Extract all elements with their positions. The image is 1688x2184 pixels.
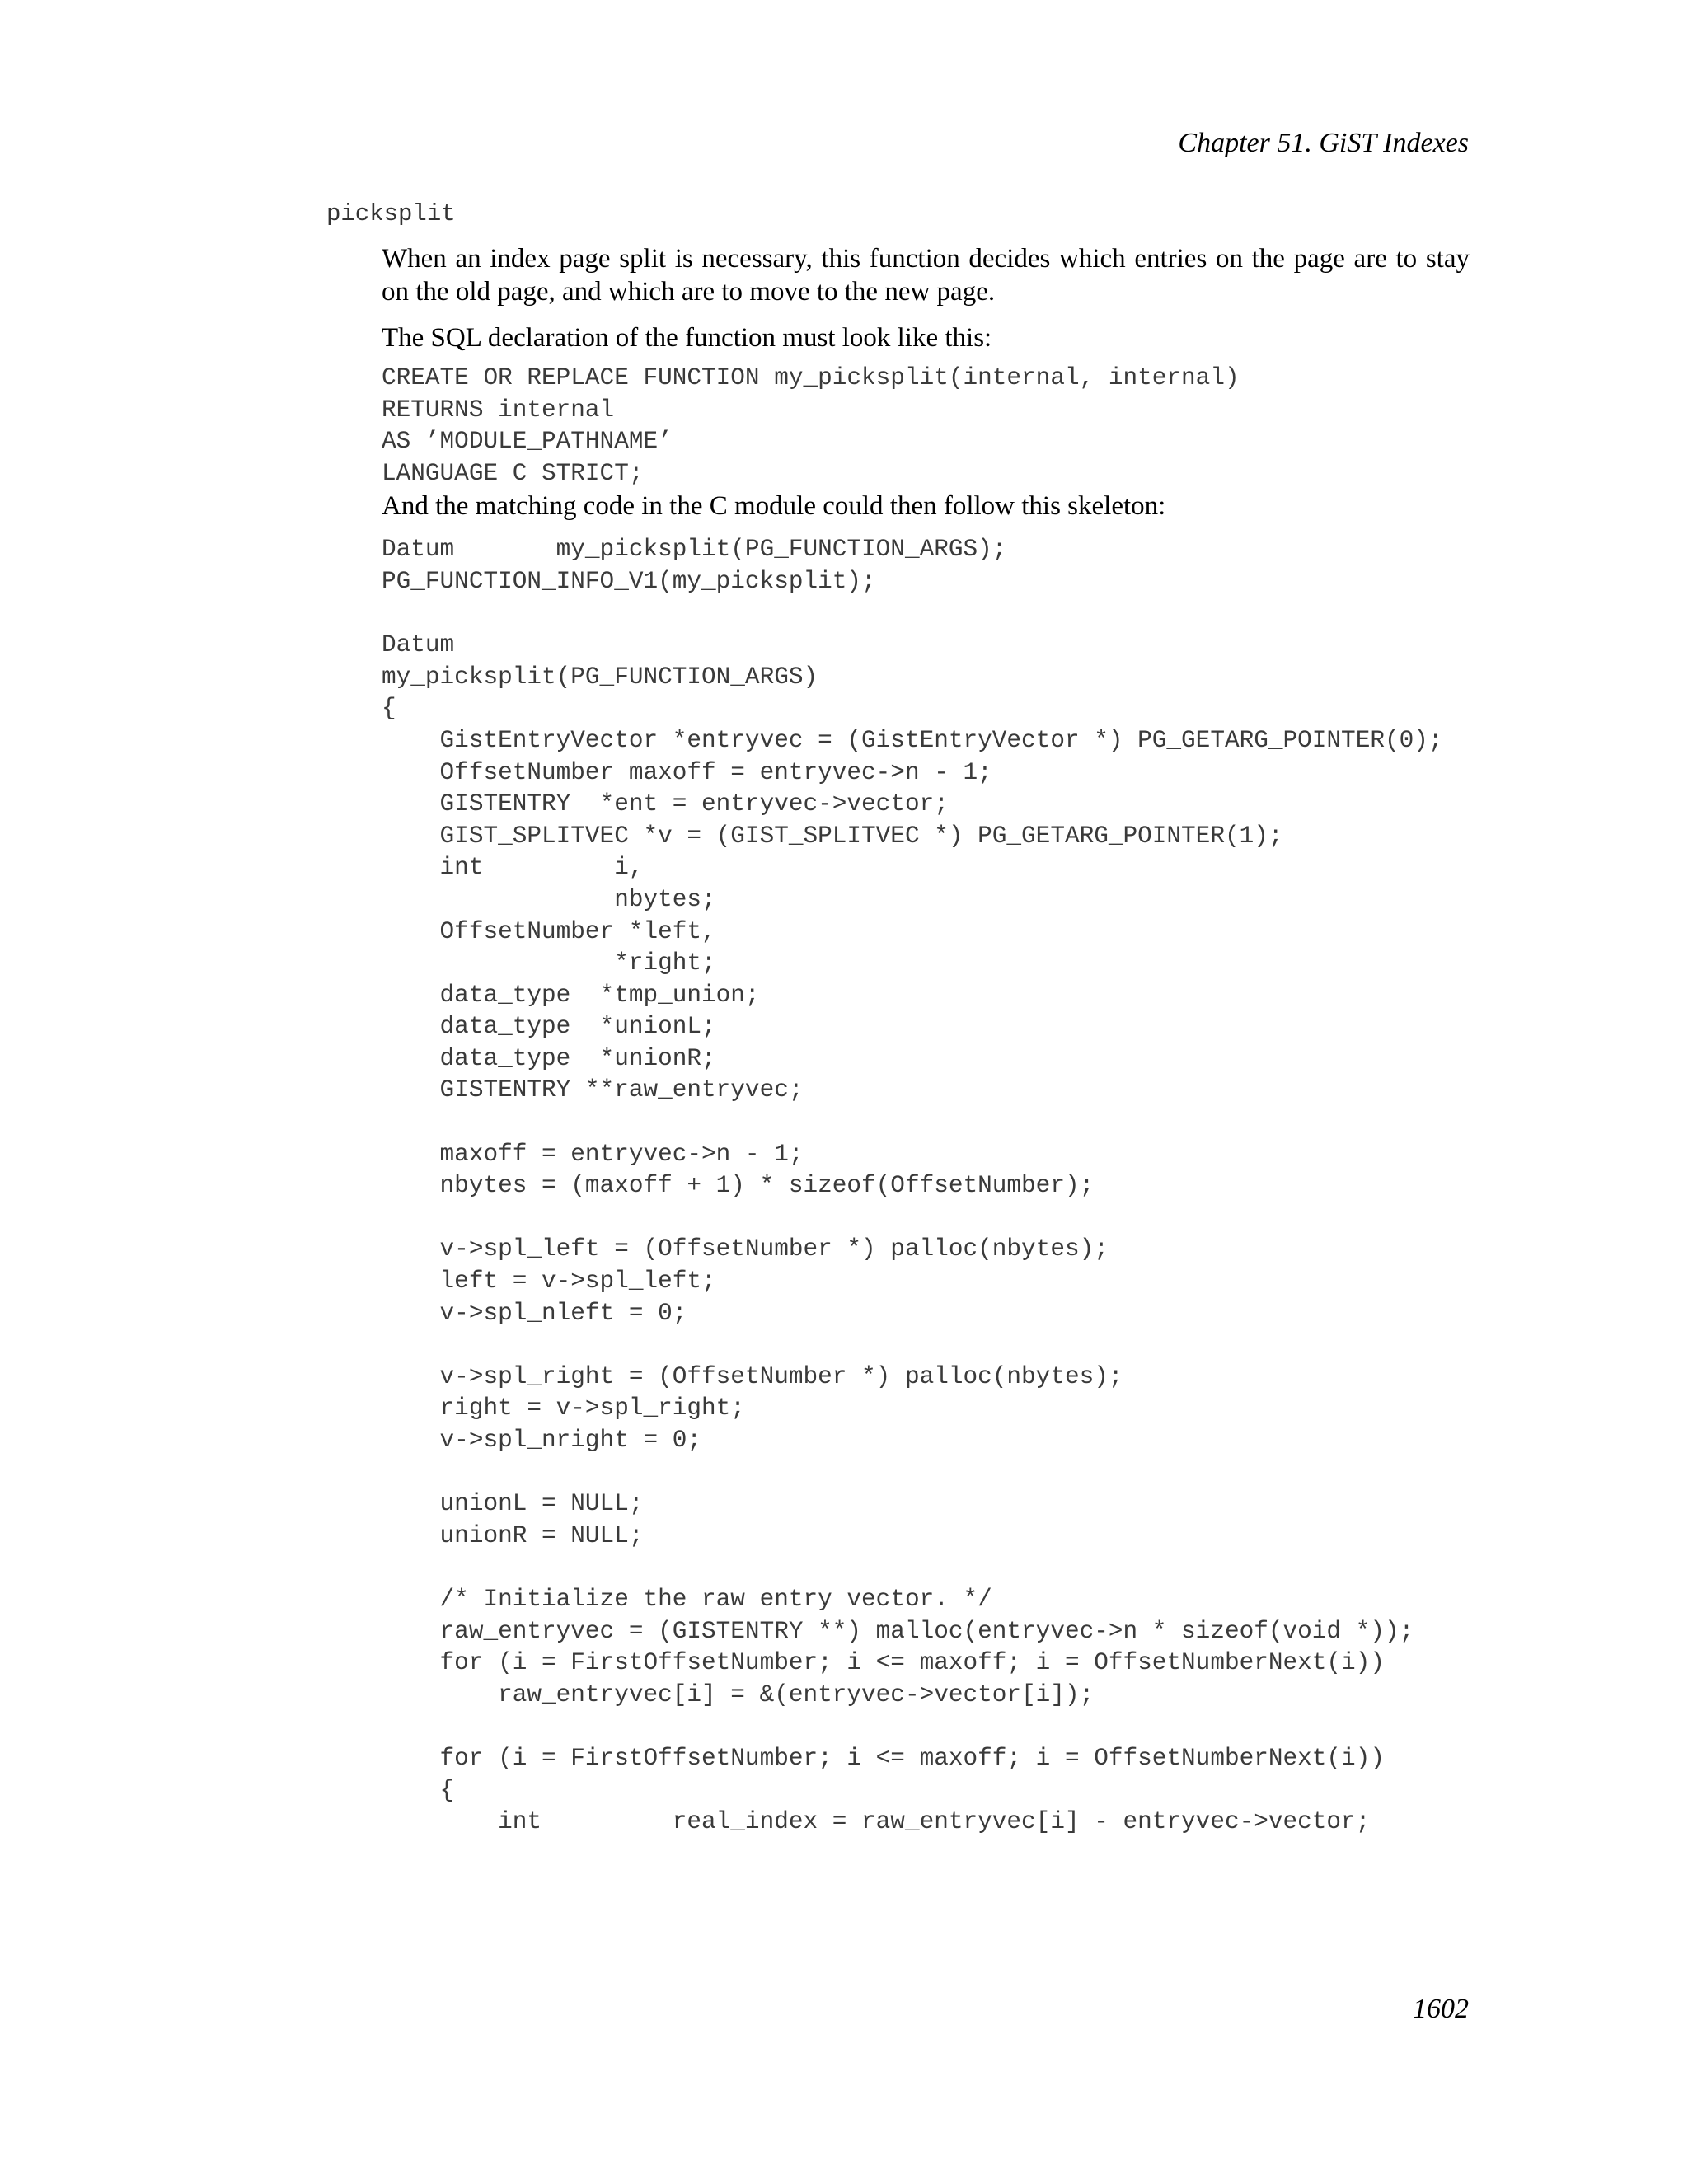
c-code-block: Datum my_picksplit(PG_FUNCTION_ARGS); PG_FUNCTION_INFO_V1(my_picksplit); Datum my_picksplit(PG_FUNCTION_ARGS) { GistEntryVector *entryvec = (GistEntryVector *) PG_GETARG_POINTER(0); OffsetNumber maxoff = entryvec->n - 1; GISTENTRY *ent = entryvec->vector; GIST_SPLITVEC *v = (GIST_SPLITVEC *) PG_GETARG_POINTER(1); int i, nbytes; OffsetNumber *left, *right; data_type *tmp_union; data_type *unionL; data_type *unionR; GISTENTRY **raw_entryvec; maxoff = entryvec->n - 1; nbytes = (maxoff + 1) * sizeof(OffsetNumber); v->spl_left = (OffsetNumber *) palloc(nbytes); left = v->spl_left; v->spl_nleft = 0; v->spl_right = (OffsetNumber *) palloc(nbytes); right = v->spl_right; v->spl_nright = 0; unionL = NULL; unionR = NULL; /* Initialize the raw entry vector. */ raw_entryvec = (GISTENTRY **) malloc(entryvec->n * sizeof(void *)); for (i = FirstOffsetNumber; i <= maxoff; i = OffsetNumberNext(i)) raw_entryvec[i] = &(entryvec->vector[i]); for (i = FirstOffsetNumber; i <= maxoff; i = OffsetNumberNext(i)) { int real_index = raw_entryvec[i] - entryvec->vector;: [382, 536, 1443, 1836]
chapter-header: Chapter 51. GiST Indexes: [1178, 128, 1469, 158]
term-definition: [382, 242, 1470, 1839]
sql-intro-paragraph: The SQL declaration of the function must look like this:: [382, 323, 992, 353]
function-term: picksplit: [326, 200, 456, 227]
sql-code-block: CREATE OR REPLACE FUNCTION my_picksplit(internal, internal) RETURNS internal AS ’MODULE_PATHNAME’ LANGUAGE C STRICT;: [382, 364, 1240, 487]
page-number: 1602: [1413, 1994, 1469, 2024]
c-intro-paragraph: And the matching code in the C module could then follow this skeleton:: [382, 491, 1166, 522]
intro-paragraph: When an index page split is necessary, this function decides which entries on the page are to stay on the old page, and which are to move to the new page.: [382, 244, 1470, 307]
